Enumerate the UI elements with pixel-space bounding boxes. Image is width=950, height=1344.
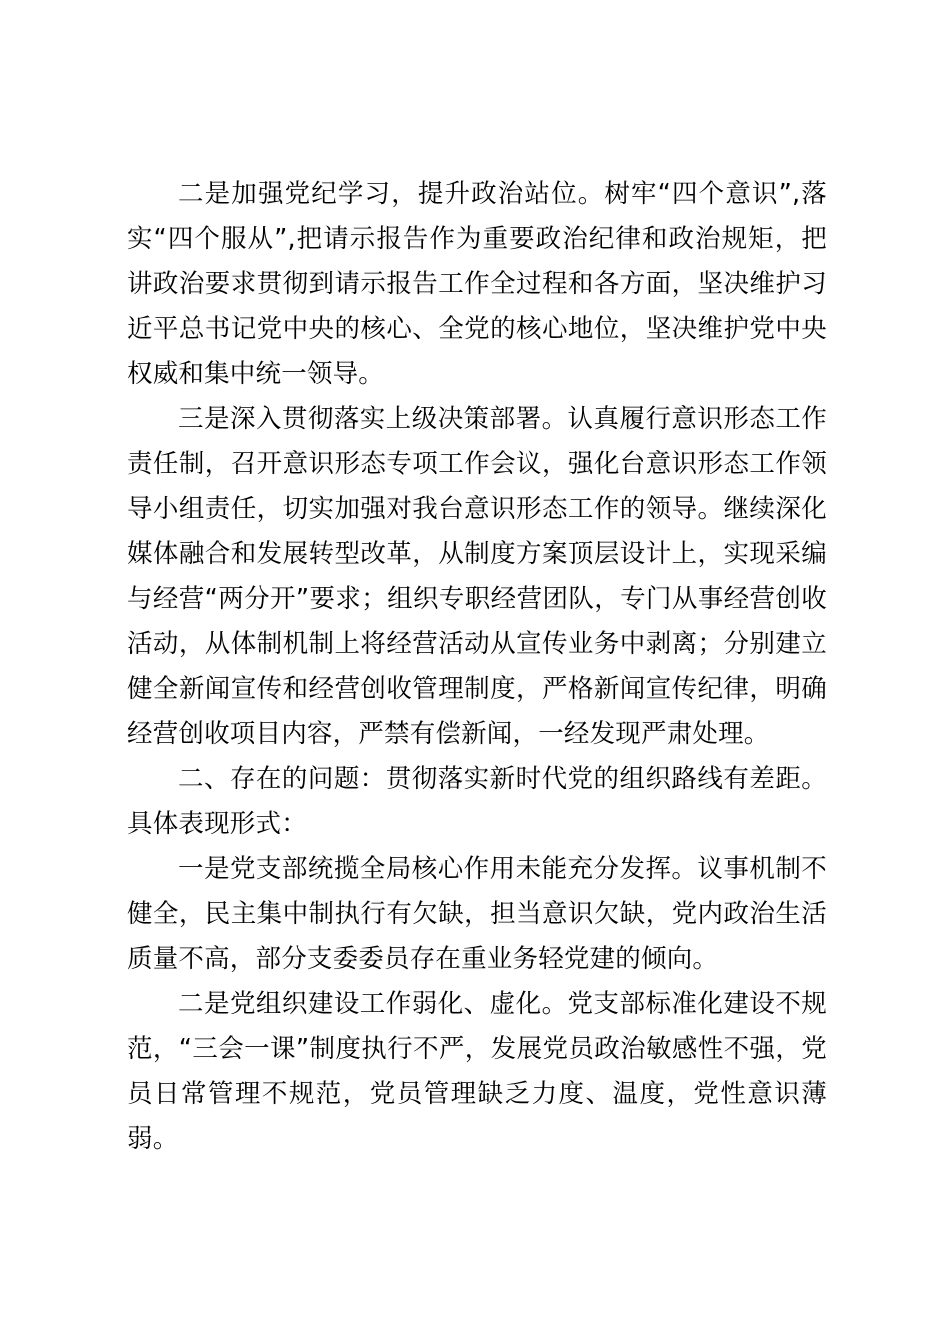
- paragraph-strengthen-discipline: 二是加强党纪学习，提升政治站位。树牢“四个意识”,落实“四个服从”,把请示报告作为重要政治纪律和政治规矩，把讲政治要求贯彻到请示报告工作全过程和各方面，坚决维护习近平总书记党中央的核心、全党的核心地位，坚决维护党中央权威和集中统一领导。: [127, 179, 827, 389]
- paragraph-implement-decisions: 三是深入贯彻落实上级决策部署。认真履行意识形态工作责任制，召开意识形态专项工作会议，强化台意识形态工作领导小组责任，切实加强对我台意识形态工作的领导。继续深化媒体融合和发展转型改革，从制度方案顶层设计上，实现采编与经营“两分开”要求；组织专职经营团队，专门从事经营创收活动，从体制机制上将经营活动从宣传业务中剥离；分别建立健全新闻宣传和经营创收管理制度，严格新闻宣传纪律，明确经营创收项目内容，严禁有偿新闻，一经发现严肃处理。: [127, 404, 827, 749]
- document-body: [127, 172, 827, 1162]
- paragraph-existing-problems-heading: 二、存在的问题：贯彻落实新时代党的组织路线有差距。具体表现形式：: [127, 764, 827, 839]
- paragraph-organization-building: 二是党组织建设工作弱化、虚化。党支部标准化建设不规范，“三会一课”制度执行不严，发展党员政治敏感性不强，党员日常管理不规范，党员管理缺乏力度、温度，党性意识薄弱。: [127, 989, 827, 1154]
- paragraph-branch-core-role: 一是党支部统揽全局核心作用未能充分发挥。议事机制不健全，民主集中制执行有欠缺，担当意识欠缺，党内政治生活质量不高，部分支委委员存在重业务轻党建的倾向。: [127, 854, 827, 974]
